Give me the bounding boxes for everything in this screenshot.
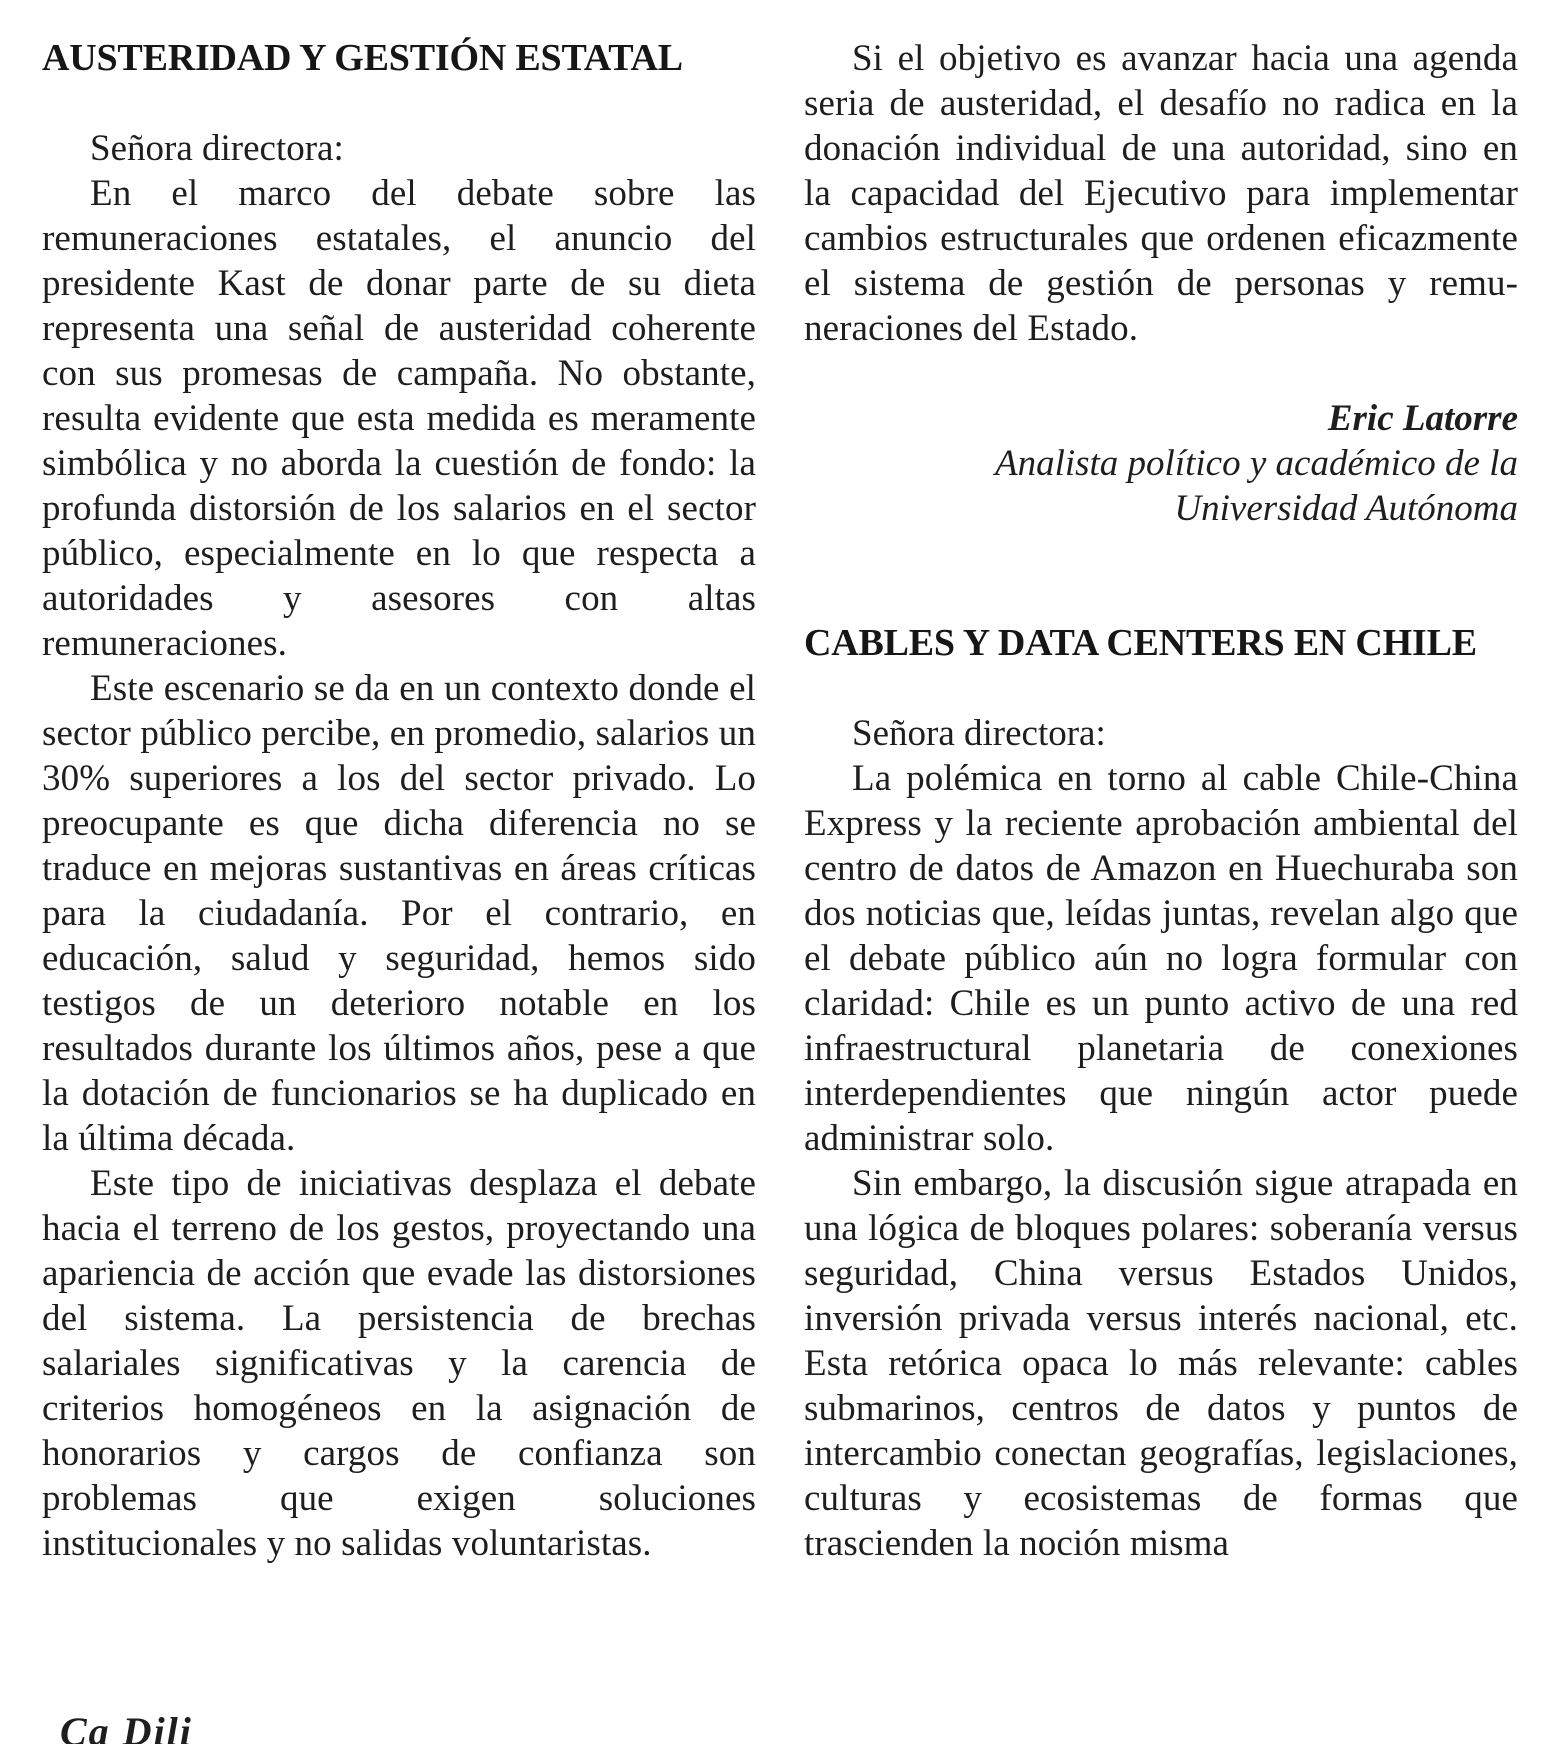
letter-salutation: Señora directora: bbox=[852, 713, 1106, 754]
next-item-cut-text: Ca Dili bbox=[60, 1709, 193, 1744]
signature-role: Analista político y académico de la bbox=[994, 443, 1518, 484]
letter-signature bbox=[804, 396, 1518, 531]
letter-headline-austeridad: AUSTERIDAD Y GESTIÓN ESTATAL bbox=[42, 37, 683, 79]
letter-paragraph-continued: Si el objetivo es avanzar hacia una agenda seria de austeridad, el desafío no radica en la donación individual de una autoridad, sino en la capacidad del Ejecutivo para implementar cambios estructurales que ordenen eficazmente el sistema de gestión de personas y remuneraciones del Estado. bbox=[804, 38, 1518, 349]
letter-salutation: Señora directora: bbox=[90, 128, 344, 169]
letter-paragraph: Este tipo de iniciativas desplaza el debate hacia el terreno de los gestos, proyectando una apariencia de acción que evade las distorsiones del sistema. La persistencia de brechas salariales significativas y la carencia de criterios homogéneos en la asignación de honorarios y cargos de confianza son problemas que exigen soluciones institucionales y no salidas voluntaristas. bbox=[42, 1163, 756, 1564]
letter-headline-cables: CABLES Y DATA CENTERS EN CHILE bbox=[804, 622, 1477, 664]
letter-paragraph: Sin embargo, la discusión sigue atrapada en una lógica de bloques polares: soberanía versus seguridad, China versus Estados Unidos, inversión privada versus interés nacional, etc. Esta retórica opaca lo más relevante: cables submarinos, centros de datos y puntos de intercambio conectan geografías, legislaciones, culturas y ecosistemas de formas que trascienden la noción misma bbox=[804, 1163, 1518, 1564]
right-column bbox=[804, 36, 1518, 1566]
letter-paragraph: En el marco del debate sobre las remuneraciones estatales, el anuncio del presidente Kast de donar parte de su dieta representa una señal de austeridad coherente con sus promesas de campaña. No obstante, resulta evidente que esta medida es meramente simbólica y no aborda la cuestión de fondo: la profunda distorsión de los salarios en el sector público, especialmente en lo que respecta a autoridades y asesores con altas remuneraciones. bbox=[42, 173, 756, 664]
section-spacer bbox=[804, 531, 1518, 621]
signature-name: Eric Latorre bbox=[1327, 398, 1518, 439]
letter-paragraph: La polémica en torno al cable Chile-China Express y la reciente aprobación ambiental del centro de datos de Amazon en Huechuraba son dos noticias que, leídas juntas, revelan algo que el debate público aún no logra formular con claridad: Chile es un punto activo de una red infraestructural planetaria de conexiones interdependientes que ningún actor puede administrar solo. bbox=[804, 758, 1518, 1159]
left-column bbox=[42, 36, 756, 1566]
signature-institution: Universidad Autónoma bbox=[1174, 488, 1518, 529]
letter-paragraph: Este escenario se da en un contexto donde el sector público percibe, en promedio, salarios un 30% superiores a los del sector privado. Lo preocupante es que dicha diferencia no se traduce en mejoras sustantivas en áreas críticas para la ciudadanía. Por el contrario, en educación, salud y seguridad, hemos sido testigos de un deterioro notable en los resultados durante los últimos años, pese a que la dotación de funcionarios se ha duplicado en la última década. bbox=[42, 668, 756, 1159]
